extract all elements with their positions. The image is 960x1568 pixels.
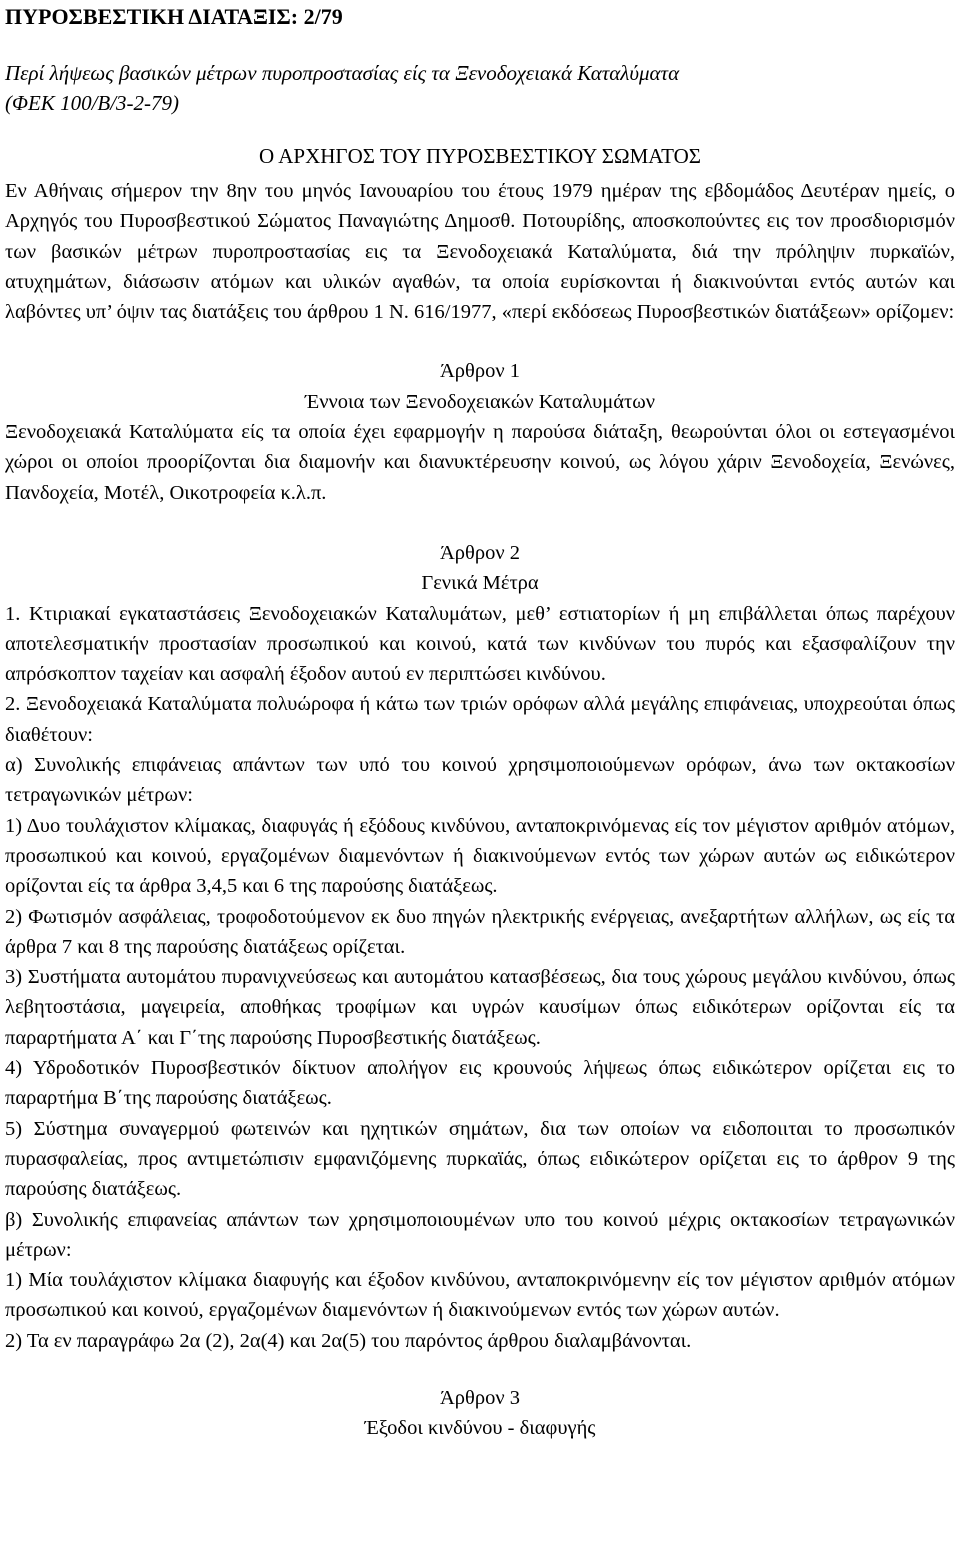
article-2-item-a-1: 1) Δυο τουλάχιστον κλίμακας, διαφυγάς ή εξόδους κινδύνου, ανταποκρινόμενας είς τον μέγιστον αριθμόν ατόμων, προσωπικού και κοινού, εργαζομένων διαμενόντων ή διακινούμενων εντός των χώρων αυτών ως ειδικώτερον ορίζονται είς τα άρθρα 3,4,5 και 6 της παρούσης διατάξεως.	[5, 814, 955, 898]
article-2-item-a-2: 2) Φωτισμόν ασφάλειας, τροφοδοτούμενον εκ δυο πηγών ηλεκτρικής ενέργειας, ανεξαρτήτων αλλήλων, ως είς τα άρθρα 7 και 8 της παρούσης διατάξεως ορίζεται.	[5, 905, 955, 958]
subtitle-line-2: (ΦΕΚ 100/Β/3-2-79)	[5, 91, 180, 115]
article-2-paragraph-1: 1. Κτιριακαί εγκαταστάσεις Ξενοδοχειακών Καταλυμάτων, μεθ’ εστιατορίων ή μη επιβάλλεται όπως παρέχουν αποτελεσματικήν προστασίαν προσωπικού και κοινού, κατά των κινδύνων του πυρός και εξασφαλίζουν την απρόσκοπτον ταχείαν και ασφαλή έξοδον αυτού εν περιπτώσει κινδύνου.	[5, 602, 955, 686]
document-subtitle	[5, 58, 955, 118]
article-2-item-a: α) Συνολικής επιφάνειας απάντων των υπό του κοινού χρησιμοποιούμενων ορόφων, άνω των οκτακοσίων τετραγωνικών μέτρων:	[5, 754, 955, 807]
subtitle-line-1: Περί λήψεως βασικών μέτρων πυροπροστασίας είς τα Ξενοδοχειακά Καταλύματα	[5, 61, 680, 85]
document-page	[5, 0, 955, 1444]
article-2-paragraph-2: 2. Ξενοδοχειακά Καταλύματα πολυώροφα ή κάτω των τριών ορόφων αλλά μεγάλης επιφάνειας, υποχρεούται όπως διαθέτουν:	[5, 693, 955, 746]
article-1-heading: Άρθρον 1	[440, 360, 520, 383]
article-2-title: Γενικά Μέτρα	[421, 572, 539, 595]
document-title: ΠΥΡΟΣΒΕΣΤΙΚΗ ΔΙΑΤΑΞΙΣ: 2/79	[5, 4, 343, 29]
article-3-title: Έξοδοι κινδύνου - διαφυγής	[364, 1417, 596, 1440]
article-2-item-a-4: 4) Υδροδοτικόν Πυροσβεστικόν δίκτυον απολήγον εις κρουνούς λήψεως όπως ειδικώτερον ορίζεται εις το παραρτήμα Β΄της παρούσης διατάξεως.	[5, 1057, 955, 1110]
article-3-heading: Άρθρον 3	[440, 1386, 520, 1409]
preamble-paragraph: Εν Αθήναις σήμερον την 8ην του μηνός Ιανουαρίου του έτους 1979 ημέραν της εβδομάδος Δευτέραν ημείς, ο Αρχηγός του Πυροσβεστικού Σώματος Παναγιώτης Δημοσθ. Ποτουρίδης, αποσκοπούντες εις τον προσδιορισμόν των βασικών μέτρων πυροπροστασίας εις τα Ξενοδοχειακά Καταλύματα, διά την πρόληψιν πυρκαϊών, ατυχημάτων, διάσωσιν ατόμων και υλικών αγαθών, τα οποία ευρίσκονται ή διακινούνται εντός αυτών και λαβόντες υπ’ όψιν τας διατάξεις του άρθρου 1 Ν. 616/1977, «περί εκδόσεως Πυροσβεστικών διατάξεων» ορίζομεν:	[5, 180, 955, 324]
issuing-authority: Ο ΑΡΧΗΓΟΣ ΤΟΥ ΠΥΡΟΣΒΕΣΤΙΚΟΥ ΣΩΜΑΤΟΣ	[259, 144, 701, 168]
article-2-item-b: β) Συνολικής επιφανείας απάντων των χρησιμοποιουμένων υπο του κοινού μέχρις οκτακοσίων τετραγωνικών μέτρων:	[5, 1208, 955, 1261]
article-1-title: Έννοια των Ξενοδοχειακών Καταλυμάτων	[305, 390, 655, 413]
article-2-item-b-2: 2) Τα εν παραγράφω 2α (2), 2α(4) και 2α(5) του παρόντος άρθρου διαλαμβάνονται.	[5, 1329, 692, 1352]
article-2-item-a-3: 3) Συστήματα αυτομάτου πυρανιχνεύσεως και αυτομάτου κατασβέσεως, δια τους χώρους μεγάλου κινδύνου, όπως λεβητοστάσια, μαγειρεία, αποθήκας τροφίμων και υγρών καυσίμων όπως ειδικότερων ορίζονται είς τα παραρτήματα Α΄ και Γ΄της παρούσης Πυροσβεστικής διατάξεως.	[5, 966, 955, 1049]
article-2-heading: Άρθρον 2	[440, 541, 520, 564]
article-2-item-a-5: 5) Σύστημα συναγερμού φωτεινών και ηχητικών σημάτων, δια των οποίων να ειδοποιιται το προσωπικόν πυρασφαλείας, προς αντιμετώπισιν εμφανιζόμενης πυρκαϊάς, όπως ειδικώτερον ορίζεται εις το άρθρον 9 της παρούσης διατάξεως.	[5, 1117, 955, 1201]
article-2-item-b-1: 1) Μία τουλάχιστον κλίμακα διαφυγής και έξοδον κινδύνου, ανταποκρινόμενην είς τον μέγιστον αριθμόν ατόμων προσωπικού και κοινού, εργαζομένων διαμενόντων ή διακινούμενων εντός των χώρων αυτών.	[5, 1269, 955, 1322]
article-1-text: Ξενοδοχειακά Καταλύματα είς τα οποία έχει εφαρμογήν η παρούσα διάταξη, θεωρούνται όλοι οι εστεγασμένοι χώροι οι οποίοι προορίζονται δια διαμονήν και διανυκτέρευσην κοινού, ως λόγου χάριν Ξενοδοχεία, Ξενώνες, Πανδοχεία, Μοτέλ, Οικοτροφεία κ.λ.π.	[5, 421, 955, 504]
